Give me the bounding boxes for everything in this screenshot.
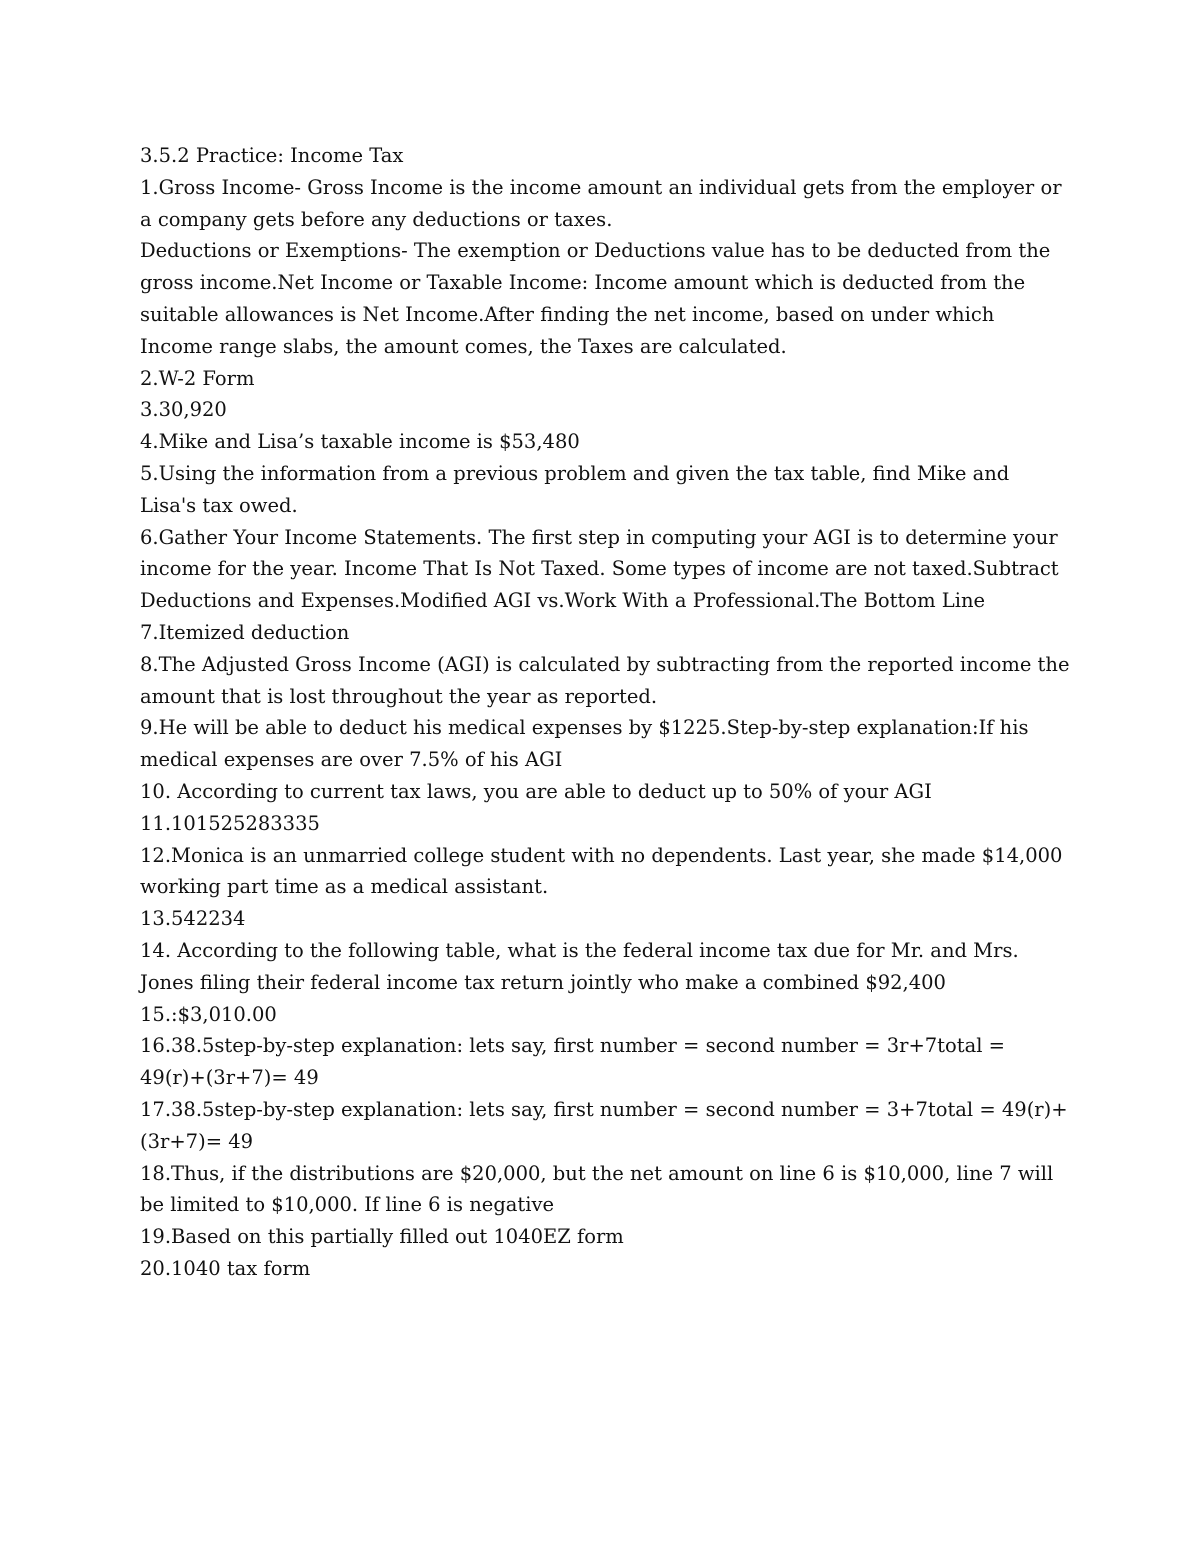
document-title: 3.5.2 Practice: Income Tax [140, 144, 404, 167]
document-body [140, 140, 1070, 1285]
paragraph-18: 17.38.5step-by-step explanation: lets say, first number = second number = 3+7total = 49(r)+(3r+7)= 49 [140, 1097, 1068, 1153]
paragraph-4: 3.30,920 [140, 398, 227, 422]
paragraph-13: 12.Monica is an unmarried college student with no dependents. Last year, she made $14,000 working part time as a medical assistant. [140, 843, 1063, 899]
paragraph-6: 5.Using the information from a previous problem and given the tax table, find Mike and Lisa's tax owed. [140, 461, 1010, 517]
paragraph-17: 16.38.5step-by-step explanation: lets say, first number = second number = 3r+7total = 49(r)+(3r+7)= 49 [140, 1034, 1005, 1090]
paragraph-19: 18.Thus, if the distributions are $20,000, but the net amount on line 6 is $10,000, line 7 will be limited to $10,000. If line 6 is negative [140, 1161, 1054, 1217]
paragraph-8: 7.Itemized deduction [140, 620, 350, 644]
paragraph-10: 9.He will be able to deduct his medical expenses by $1225.Step-by-step explanation:If his medical expenses are over 7.5% of his AGI [140, 716, 1029, 772]
paragraph-16: 15.:$3,010.00 [140, 1002, 277, 1026]
paragraph-5: 4.Mike and Lisa’s taxable income is $53,480 [140, 430, 580, 454]
paragraph-7: 6.Gather Your Income Statements. The first step in computing your AGI is to determine your income for the year. Income That Is Not Taxed. Some types of income are not taxed.Subtract Deductions and Expenses.Modified AGI vs.Work With a Professional.The Bottom Line [140, 525, 1059, 613]
paragraph-20: 19.Based on this partially filled out 1040EZ form [140, 1225, 624, 1249]
paragraph-11: 10. According to current tax laws, you are able to deduct up to 50% of your AGI [140, 779, 932, 803]
paragraph-14: 13.542234 [140, 907, 246, 931]
paragraph-2: Deductions or Exemptions- The exemption or Deductions value has to be deducted from the gross income.Net Income or Taxable Income: Income amount which is deducted from the suitable allowances is Net Income.After finding the net income, based on under which Income range slabs, the amount comes, the Taxes are calculated. [140, 239, 1051, 358]
paragraph-3: 2.W-2 Form [140, 366, 255, 390]
paragraph-15: 14. According to the following table, what is the federal income tax due for Mr. and Mrs. Jones filing their federal income tax return jointly who make a combined $92,400 [140, 938, 1019, 994]
paragraph-9: 8.The Adjusted Gross Income (AGI) is calculated by subtracting from the reported income the amount that is lost throughout the year as reported. [140, 652, 1070, 708]
paragraph-12: 11.101525283335 [140, 811, 320, 835]
paragraph-21: 20.1040 tax form [140, 1256, 311, 1280]
paragraph-1: 1.Gross Income- Gross Income is the income amount an individual gets from the employer or a company gets before any deductions or taxes. [140, 175, 1062, 231]
